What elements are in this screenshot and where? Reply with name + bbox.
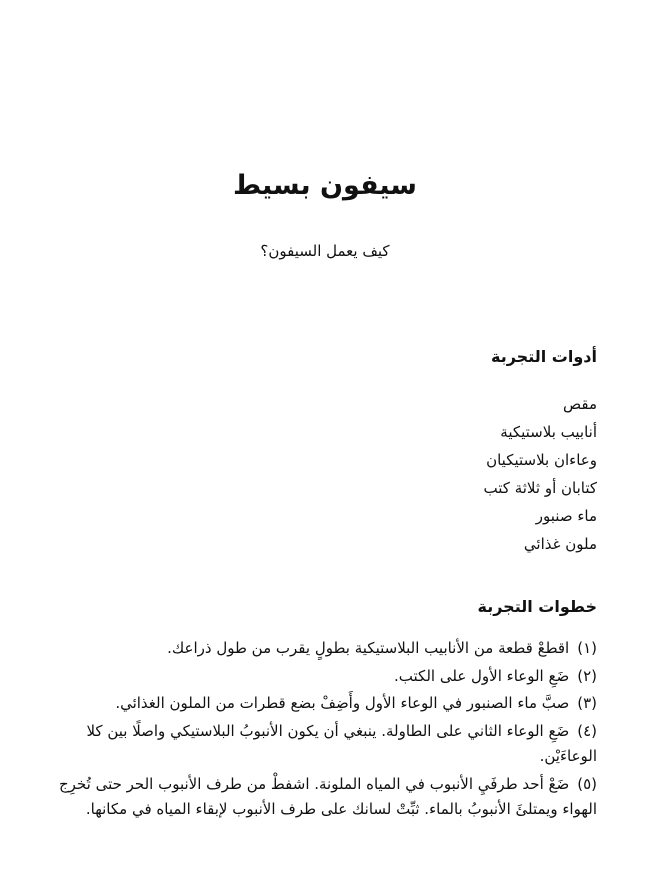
tool-item: ملون غذائي	[523, 535, 597, 553]
step-number: (٢)	[577, 666, 597, 685]
tools-heading: أدوات التجربة	[491, 347, 597, 366]
step-text: ضَعِ الوعاء الأول على الكتب.	[394, 666, 570, 685]
document-title: سيفون بسيط	[233, 170, 417, 201]
step-item	[47, 664, 597, 690]
step-item	[47, 772, 597, 823]
step-text: ضَعْ أحد طرفَيِ الأنبوب في المياه الملونة. اشفطْ من طرف الأنبوب الحر حتى تُخرِج الهواء ويمتلئَ الأنبوبُ بالماء. ثبِّتْ لسانك على طرف الأنبوب لإبقاء المياه في مكانها.	[58, 774, 597, 818]
step-text: ضَعِ الوعاء الثاني على الطاولة. ينبغي أن يكون الأنبوبُ البلاستيكي واصلًا بين كلا الوعاءَيْن.	[86, 721, 597, 765]
step-text: صبَّ ماء الصنبور في الوعاء الأول وأَضِفْ بضع قطرات من الملون الغذائي.	[115, 694, 570, 712]
tool-item: مقص	[563, 395, 597, 413]
step-text: اقطعْ قطعة من الأنابيب البلاستيكية بطولٍ يقرب من طول ذراعك.	[167, 639, 570, 657]
step-item	[47, 691, 597, 717]
steps-heading: خطوات التجربة	[477, 597, 597, 616]
step-number: (٤)	[577, 721, 597, 740]
steps-list	[47, 636, 597, 825]
tools-list	[484, 390, 597, 558]
step-number: (١)	[577, 639, 597, 657]
step-number: (٥)	[577, 774, 597, 793]
document-subtitle: كيف يعمل السيفون؟	[260, 242, 390, 260]
step-number: (٣)	[577, 694, 597, 712]
tool-item: وعاءان بلاستيكيان	[486, 451, 597, 469]
step-item	[47, 719, 597, 770]
tool-item: كتابان أو ثلاثة كتب	[483, 479, 597, 497]
tool-item: أنابيب بلاستيكية	[500, 423, 597, 441]
step-item	[47, 636, 597, 662]
tool-item: ماء صنبور	[535, 507, 597, 525]
